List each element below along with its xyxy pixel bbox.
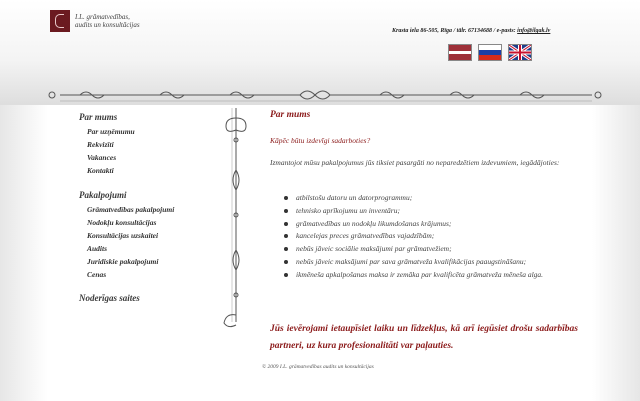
list-item: ikmēneša apkalpošanas maksa ir zemāka par kvalificēta grāmatveža mēneša alga. [284, 269, 578, 282]
page-title: Par mums [270, 110, 311, 120]
sidebar-item-accounting[interactable]: Grāmatvedības pakalpojumi [87, 205, 175, 214]
sidebar-item-company[interactable]: Par uzņēmumu [87, 127, 135, 136]
logo-mark-icon [50, 10, 70, 32]
sidebar-item-requisites[interactable]: Rekvizīti [87, 140, 114, 149]
list-item: atbilstošu datoru un datorprogrammu; [284, 192, 578, 205]
logo-text [75, 13, 140, 29]
sidebar-list-about [79, 125, 135, 177]
sidebar-heading-useful-links[interactable]: Noderīgas saites [79, 293, 140, 303]
sidebar-item-contacts[interactable]: Kontakti [87, 166, 114, 175]
sidebar-section-about [79, 112, 135, 177]
list-item: kancelejas preces grāmatvedības vajadzībām; [284, 230, 578, 243]
list-item: nebūs jāveic sociālie maksājumi par grāmatvežiem; [284, 243, 578, 256]
logo-line-2: audits un konsultācijas [75, 21, 140, 29]
list-item: tehnisko aprīkojumu un inventāru; [284, 205, 578, 218]
sidebar-section-useful [79, 293, 140, 303]
uk-flag-icon[interactable] [508, 44, 532, 61]
sidebar-item-audit[interactable]: Audits [87, 244, 108, 253]
uk-flag-graphic [509, 45, 531, 60]
contact-address: Krasta iela 86-505, Rīga / tālr. 67134688 / e-pasts: [392, 28, 518, 34]
sidebar-item-record-consulting[interactable]: Konsultācijas uzskaitei [87, 231, 159, 240]
sidebar-list-services [79, 203, 174, 281]
list-item: grāmatvedības un nodokļu likumdošanas krājumus; [284, 218, 578, 231]
contact-info [392, 28, 588, 34]
sidebar-item-tax-consulting[interactable]: Nodokļu konsultācijas [87, 218, 157, 227]
sidebar-section-services [79, 190, 174, 281]
language-switcher [448, 44, 532, 61]
footer-copyright: © 2009 I.L. grāmatvedības audits un konsultācijas [262, 364, 374, 370]
sidebar-heading-services[interactable]: Pakalpojumi [79, 190, 127, 200]
main-question: Kāpēc būtu izdevīgi sadarboties? [270, 136, 371, 145]
sidebar-item-legal[interactable]: Juridiskie pakalpojumi [87, 257, 159, 266]
sidebar-heading-about[interactable]: Par mums [79, 112, 118, 122]
sidebar-item-vacancies[interactable]: Vakances [87, 153, 117, 162]
sidebar-item-prices[interactable]: Cenas [87, 270, 107, 279]
logo[interactable] [50, 10, 140, 32]
russia-flag-icon[interactable] [478, 44, 502, 61]
closing-statement: Jūs ievērojami ietaupīsiet laiku un līdzekļus, kā arī iegūsiet drošu sadarbības partneri, uz kura profesionalitāti var paļauties. [270, 324, 578, 351]
contact-email-link[interactable]: info@ilgak.lv [517, 28, 551, 34]
latvia-flag-icon[interactable] [448, 44, 472, 61]
main-intro: Izmantojot mūsu pakalpojumus jūs tiksiet pasargāti no neparedzētiem izdevumiem, iegādājoties: [270, 158, 560, 167]
benefits-list [284, 192, 578, 282]
logo-line-1: I.L. grāmatvedības, [75, 13, 130, 21]
list-item: nebūs jāveic maksājumi par sava grāmatveža kvalifikācijas paaugstināšanu; [284, 256, 578, 269]
